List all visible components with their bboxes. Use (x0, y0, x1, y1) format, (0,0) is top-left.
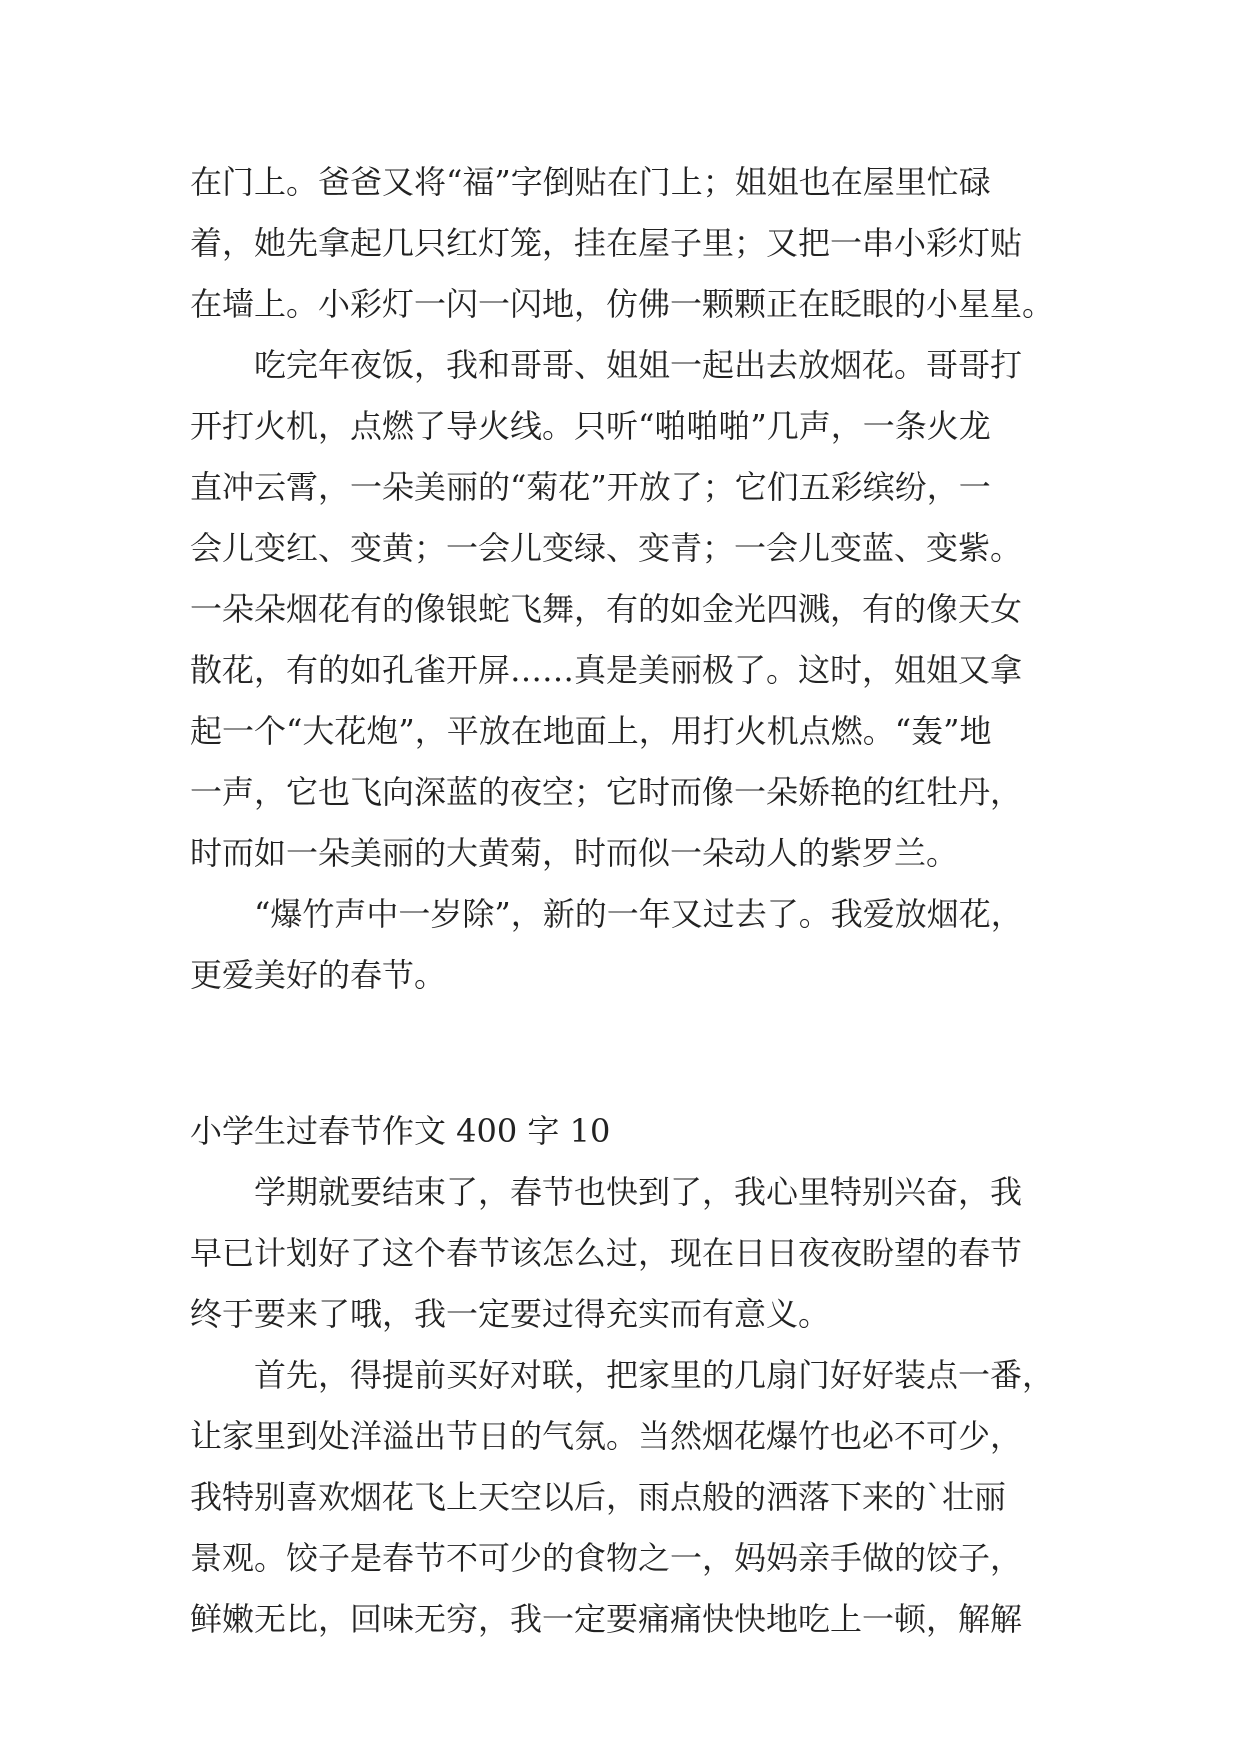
text-line: 我特别喜欢烟花飞上天空以后，雨点般的洒落下来的`壮丽 (190, 1478, 1007, 1516)
text-line: 开打火机，点燃了导火线。只听“啪啪啪”几声，一条火龙 (190, 407, 991, 445)
text-line: 在门上。爸爸又将“福”字倒贴在门上；姐姐也在屋里忙碌 (190, 163, 991, 201)
text-line: 会儿变红、变黄；一会儿变绿、变青；一会儿变蓝、变紫。 (190, 529, 1023, 567)
text-line: 一朵朵烟花有的像银蛇飞舞，有的如金光四溅，有的像天女 (190, 590, 1023, 628)
text-line: 散花，有的如孔雀开屏……真是美丽极了。这时，姐姐又拿 (190, 651, 1023, 689)
text-line: 起一个“大花炮”，平放在地面上，用打火机点燃。“轰”地 (190, 712, 992, 750)
text-line: 在墙上。小彩灯一闪一闪地，仿佛一颗颗正在眨眼的小星星。 (190, 285, 1055, 323)
text-line: 一声，它也飞向深蓝的夜空；它时而像一朵娇艳的红牡丹， (190, 773, 1023, 811)
section-title-text: 小学生过春节作文 400 字 10 (190, 1112, 611, 1150)
paragraph-plans (190, 1345, 1062, 1650)
text-line: 首先，得提前买好对联，把家里的几扇门好好装点一番， (254, 1356, 1055, 1394)
text-line: 鲜嫩无比，回味无穷，我一定要痛痛快快地吃上一顿，解解 (190, 1600, 1023, 1638)
text-line: 吃完年夜饭，我和哥哥、姐姐一起出去放烟花。哥哥打 (254, 346, 1023, 384)
text-line: “爆竹声中一岁除”，新的一年又过去了。我爱放烟花， (254, 895, 1023, 933)
text-line: 景观。饺子是春节不可少的食物之一，妈妈亲手做的饺子， (190, 1539, 1023, 1577)
text-line: 时而如一朵美丽的大黄菊，时而似一朵动人的紫罗兰。 (190, 834, 959, 872)
text-line: 着，她先拿起几只红灯笼，挂在屋子里；又把一串小彩灯贴 (190, 224, 1023, 262)
text-line: 让家里到处洋溢出节日的气氛。当然烟花爆竹也必不可少， (190, 1417, 1023, 1455)
text-line: 早已计划好了这个春节该怎么过，现在日日夜夜盼望的春节 (190, 1234, 1023, 1272)
text-line: 更爱美好的春节。 (190, 956, 447, 994)
paragraph-fireworks (190, 335, 1062, 884)
section-title (190, 1101, 1062, 1162)
paragraph-intro (190, 1162, 1062, 1345)
text-line: 终于要来了哦，我一定要过得充实而有意义。 (190, 1295, 831, 1333)
paragraph-conclusion (190, 884, 1062, 1006)
text-line: 直冲云霄，一朵美丽的“菊花”开放了；它们五彩缤纷，一 (190, 468, 991, 506)
document-page (190, 152, 1062, 1650)
section-spacer (190, 1006, 1062, 1101)
text-line: 学期就要结束了，春节也快到了，我心里特别兴奋，我 (254, 1173, 1023, 1211)
paragraph-decorations (190, 152, 1062, 335)
